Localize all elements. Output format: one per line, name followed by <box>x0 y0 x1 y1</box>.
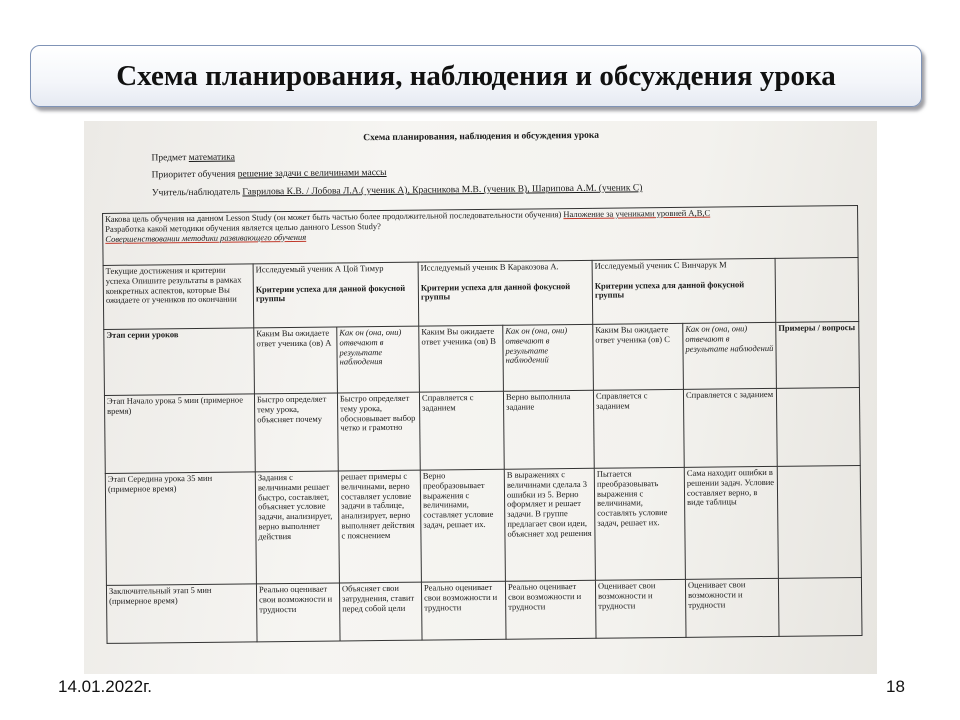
student-b-expect-header: Каким Вы ожидаете ответ ученика (ов) В <box>419 325 504 392</box>
table-cell <box>776 388 860 467</box>
student-a-expect-header: Каким Вы ожидаете ответ ученика (ов) А <box>254 327 338 394</box>
priority-line <box>152 168 387 180</box>
student-a-actual-header: Как он (она, они) отвечают в результате наблюдения <box>337 326 420 393</box>
table-cell <box>777 466 861 579</box>
goal-cell <box>103 206 859 266</box>
table-row <box>104 388 860 474</box>
student-a-criteria: Критерии успеха для данной фокусной группы <box>255 282 406 304</box>
examples-header: Примеры / вопросы <box>776 322 860 389</box>
method-answer: Совершенствовании методики развивающего обучения <box>105 231 307 244</box>
criteria-header: Текущие достижения и критерии успеха Опишите результаты в рамках конкретных аспектов, которые Вы ожидаете от учеников по окончании <box>103 264 254 330</box>
subject-line <box>151 153 235 164</box>
table-cell: Справляется с заданием <box>593 389 684 468</box>
table-cell: Реально оценивает свои возможности и трудности <box>421 581 506 640</box>
stage-cell: Этап Середина урока 35 мин (примерное время) <box>105 472 256 586</box>
student-b-criteria: Критерии успеха для данной фокусной группы <box>420 280 571 302</box>
stage-cell: Этап Начало урока 5 мин (примерное время) <box>104 394 255 474</box>
method-question: Разработка какой методики обучения является целью данного Lesson Study? <box>105 220 381 234</box>
table-cell: Быстро определяет тему урока, объясняет почему <box>254 393 338 472</box>
table-cell: Справляется с заданием <box>419 391 504 470</box>
table-cell: Пытается преобразовывать выражения с величинами, составлять условие задач, решает их. <box>594 467 685 580</box>
goal-question: Какова цель обучения на данном Lesson Study (он может быть частью более продолжительной последовательности обучения) Наложение за учениками уровней А,В,С <box>105 207 711 224</box>
document-photo <box>84 121 877 674</box>
student-b-name: Исследуемый ученик В Каракозова А. <box>420 261 559 273</box>
student-b-actual-header: Как он (она, они) отвечают в результате наблюдений <box>503 324 594 391</box>
slide-date: 14.01.2022г. <box>58 677 152 696</box>
teacher-line <box>152 183 643 198</box>
table-cell: Оценивает свои возможности и трудности <box>685 578 779 637</box>
teacher-label: Учитель/наблюдатель <box>151 187 241 199</box>
stages-header: Этап серии уроков <box>104 328 255 396</box>
student-b-header <box>418 260 593 326</box>
table-cell: Верно выполнила задание <box>503 390 594 469</box>
table-cell: Задания с величинами решает быстро, составляет, объясняет условие задачи, анализирует, верно выполняет действия <box>255 471 339 584</box>
subject-value: математика <box>188 152 235 164</box>
student-c-criteria: Критерии успеха для данной фокусной группы <box>594 278 745 301</box>
slide-title-box <box>30 45 922 107</box>
teacher-value: Гаврилова К.В. / Лобова Л.А.( ученик А), Красникова М.В. (ученик В), Шарипова А.М. (ученик С) <box>242 183 643 198</box>
table-cell <box>778 578 862 637</box>
priority-value: решение задачи с величинами массы <box>237 167 387 180</box>
student-c-header <box>592 258 776 324</box>
student-c-actual-header: Как он (она, они) отвечают в результате наблюдений <box>683 322 777 389</box>
table-row <box>105 466 861 586</box>
priority-label: Приоритет обучения <box>151 169 236 181</box>
student-c-expect-header: Каким Вы ожидаете ответ ученика (ов) С <box>593 323 684 390</box>
table-cell: Верно преобразовывает выражения с величинами, составляет условие задач, решает их. <box>420 469 505 582</box>
table-cell: решает примеры с величинами, верно составляет условие задачи в таблице, анализирует, верно выполняет действия с пояснением <box>338 470 421 583</box>
stage-cell: Заключительный этап 5 мин (примерное время) <box>106 584 257 644</box>
lesson-plan-table <box>102 205 863 644</box>
subject-label: Предмет <box>151 153 187 164</box>
student-a-header <box>253 262 419 328</box>
goal-answer: Наложение за учениками уровней А,В,С <box>563 207 711 220</box>
slide-title: Схема планирования, наблюдения и обсуждения урока <box>116 59 836 92</box>
empty-header-cell <box>775 258 859 323</box>
table-cell: Оценивает свои возможности и трудности <box>595 579 686 638</box>
table-cell: Быстро определяет тему урока, обосновывает выбор четко и грамотно <box>337 392 420 471</box>
table-cell: Справляется с заданием <box>683 388 777 467</box>
document-title: Схема планирования, наблюдения и обсуждения урока <box>363 130 600 144</box>
student-a-name: Исследуемый ученик А Цой Тимур <box>255 263 384 275</box>
slide-page-number: 18 <box>886 677 905 696</box>
table-cell: В выражениях с величинами сделала 3 ошибки из 5. Верно оформляет и решает задачи. В группе предлагает свои идеи, объясняет ход решения <box>504 468 595 581</box>
table-cell: Реально оценивает свои возможности и трудности <box>505 580 596 639</box>
student-c-name: Исследуемый ученик С Винчарук М <box>594 259 727 271</box>
table-row <box>106 578 862 644</box>
document-sheet <box>84 121 877 674</box>
table-cell: Реально оценивает свои возможности и трудности <box>256 583 340 642</box>
table-cell: Объясняет свои затруднения, ставит перед собой цели <box>339 582 422 641</box>
table-cell: Сама находит ошибки в решении задач. Условие составляет верно, в виде таблицы <box>684 466 778 579</box>
